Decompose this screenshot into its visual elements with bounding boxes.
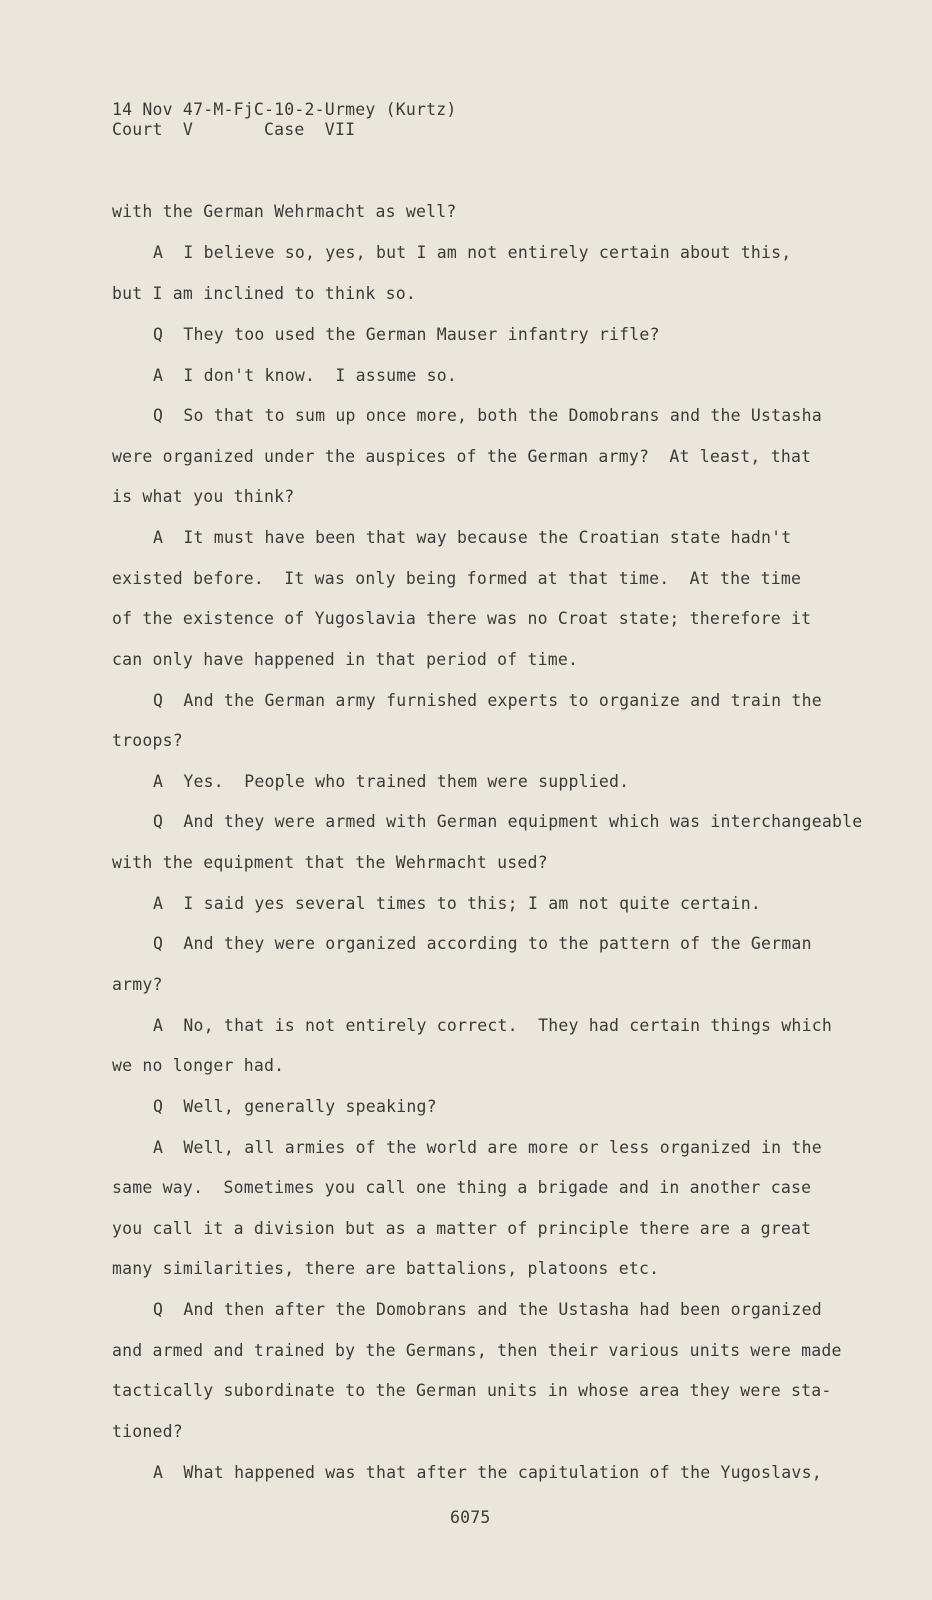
- text-line: is what you think?: [112, 487, 295, 506]
- text-line: many similarities, there are battalions, platoons etc.: [112, 1259, 660, 1278]
- text-line: tactically subordinate to the German units in whose area they were sta-: [112, 1381, 832, 1400]
- text-line: A Yes. People who trained them were supplied.: [153, 772, 630, 791]
- text-line: A I don't know. I assume so.: [153, 366, 458, 385]
- text-line: Q They too used the German Mauser infantry rifle?: [153, 325, 660, 344]
- text-line: army?: [112, 975, 163, 994]
- text-line: troops?: [112, 731, 183, 750]
- text-line: A No, that is not entirely correct. They had certain things which: [153, 1016, 832, 1035]
- text-line: A Well, all armies of the world are more or less organized in the: [153, 1138, 822, 1157]
- text-line: with the German Wehrmacht as well?: [112, 202, 457, 221]
- page-number: 6075: [450, 1508, 491, 1527]
- text-line: A What happened was that after the capitulation of the Yugoslavs,: [153, 1463, 822, 1482]
- text-line: Q And then after the Domobrans and the Ustasha had been organized: [153, 1300, 822, 1319]
- text-line: A I said yes several times to this; I am not quite certain.: [153, 894, 762, 913]
- text-line: with the equipment that the Wehrmacht used?: [112, 853, 548, 872]
- document-header: [112, 100, 457, 140]
- text-line: were organized under the auspices of the German army? At least, that: [112, 447, 812, 466]
- text-line: you call it a division but as a matter of principle there are a great: [112, 1219, 812, 1238]
- text-line: Q And they were organized according to the pattern of the German: [153, 934, 812, 953]
- text-line: existed before. It was only being formed at that time. At the time: [112, 569, 802, 588]
- header-line-2: Court V Case VII: [112, 120, 356, 139]
- header-line-1: 14 Nov 47-M-FjC-10-2-Urmey (Kurtz): [112, 100, 457, 119]
- text-line: same way. Sometimes you call one thing a brigade and in another case: [112, 1178, 812, 1197]
- text-line: A I believe so, yes, but I am not entirely certain about this,: [153, 243, 792, 262]
- text-line: Q And they were armed with German equipment which was interchangeable: [153, 812, 863, 831]
- text-line: but I am inclined to think so.: [112, 284, 417, 303]
- text-line: tioned?: [112, 1422, 183, 1441]
- text-line: Q And the German army furnished experts to organize and train the: [153, 691, 822, 710]
- text-line: Q Well, generally speaking?: [153, 1097, 437, 1116]
- text-line: Q So that to sum up once more, both the Domobrans and the Ustasha: [153, 406, 822, 425]
- text-line: A It must have been that way because the Croatian state hadn't: [153, 528, 792, 547]
- text-line: of the existence of Yugoslavia there was no Croat state; therefore it: [112, 609, 812, 628]
- text-line: can only have happened in that period of time.: [112, 650, 579, 669]
- text-line: we no longer had.: [112, 1056, 285, 1075]
- text-line: and armed and trained by the Germans, then their various units were made: [112, 1341, 842, 1360]
